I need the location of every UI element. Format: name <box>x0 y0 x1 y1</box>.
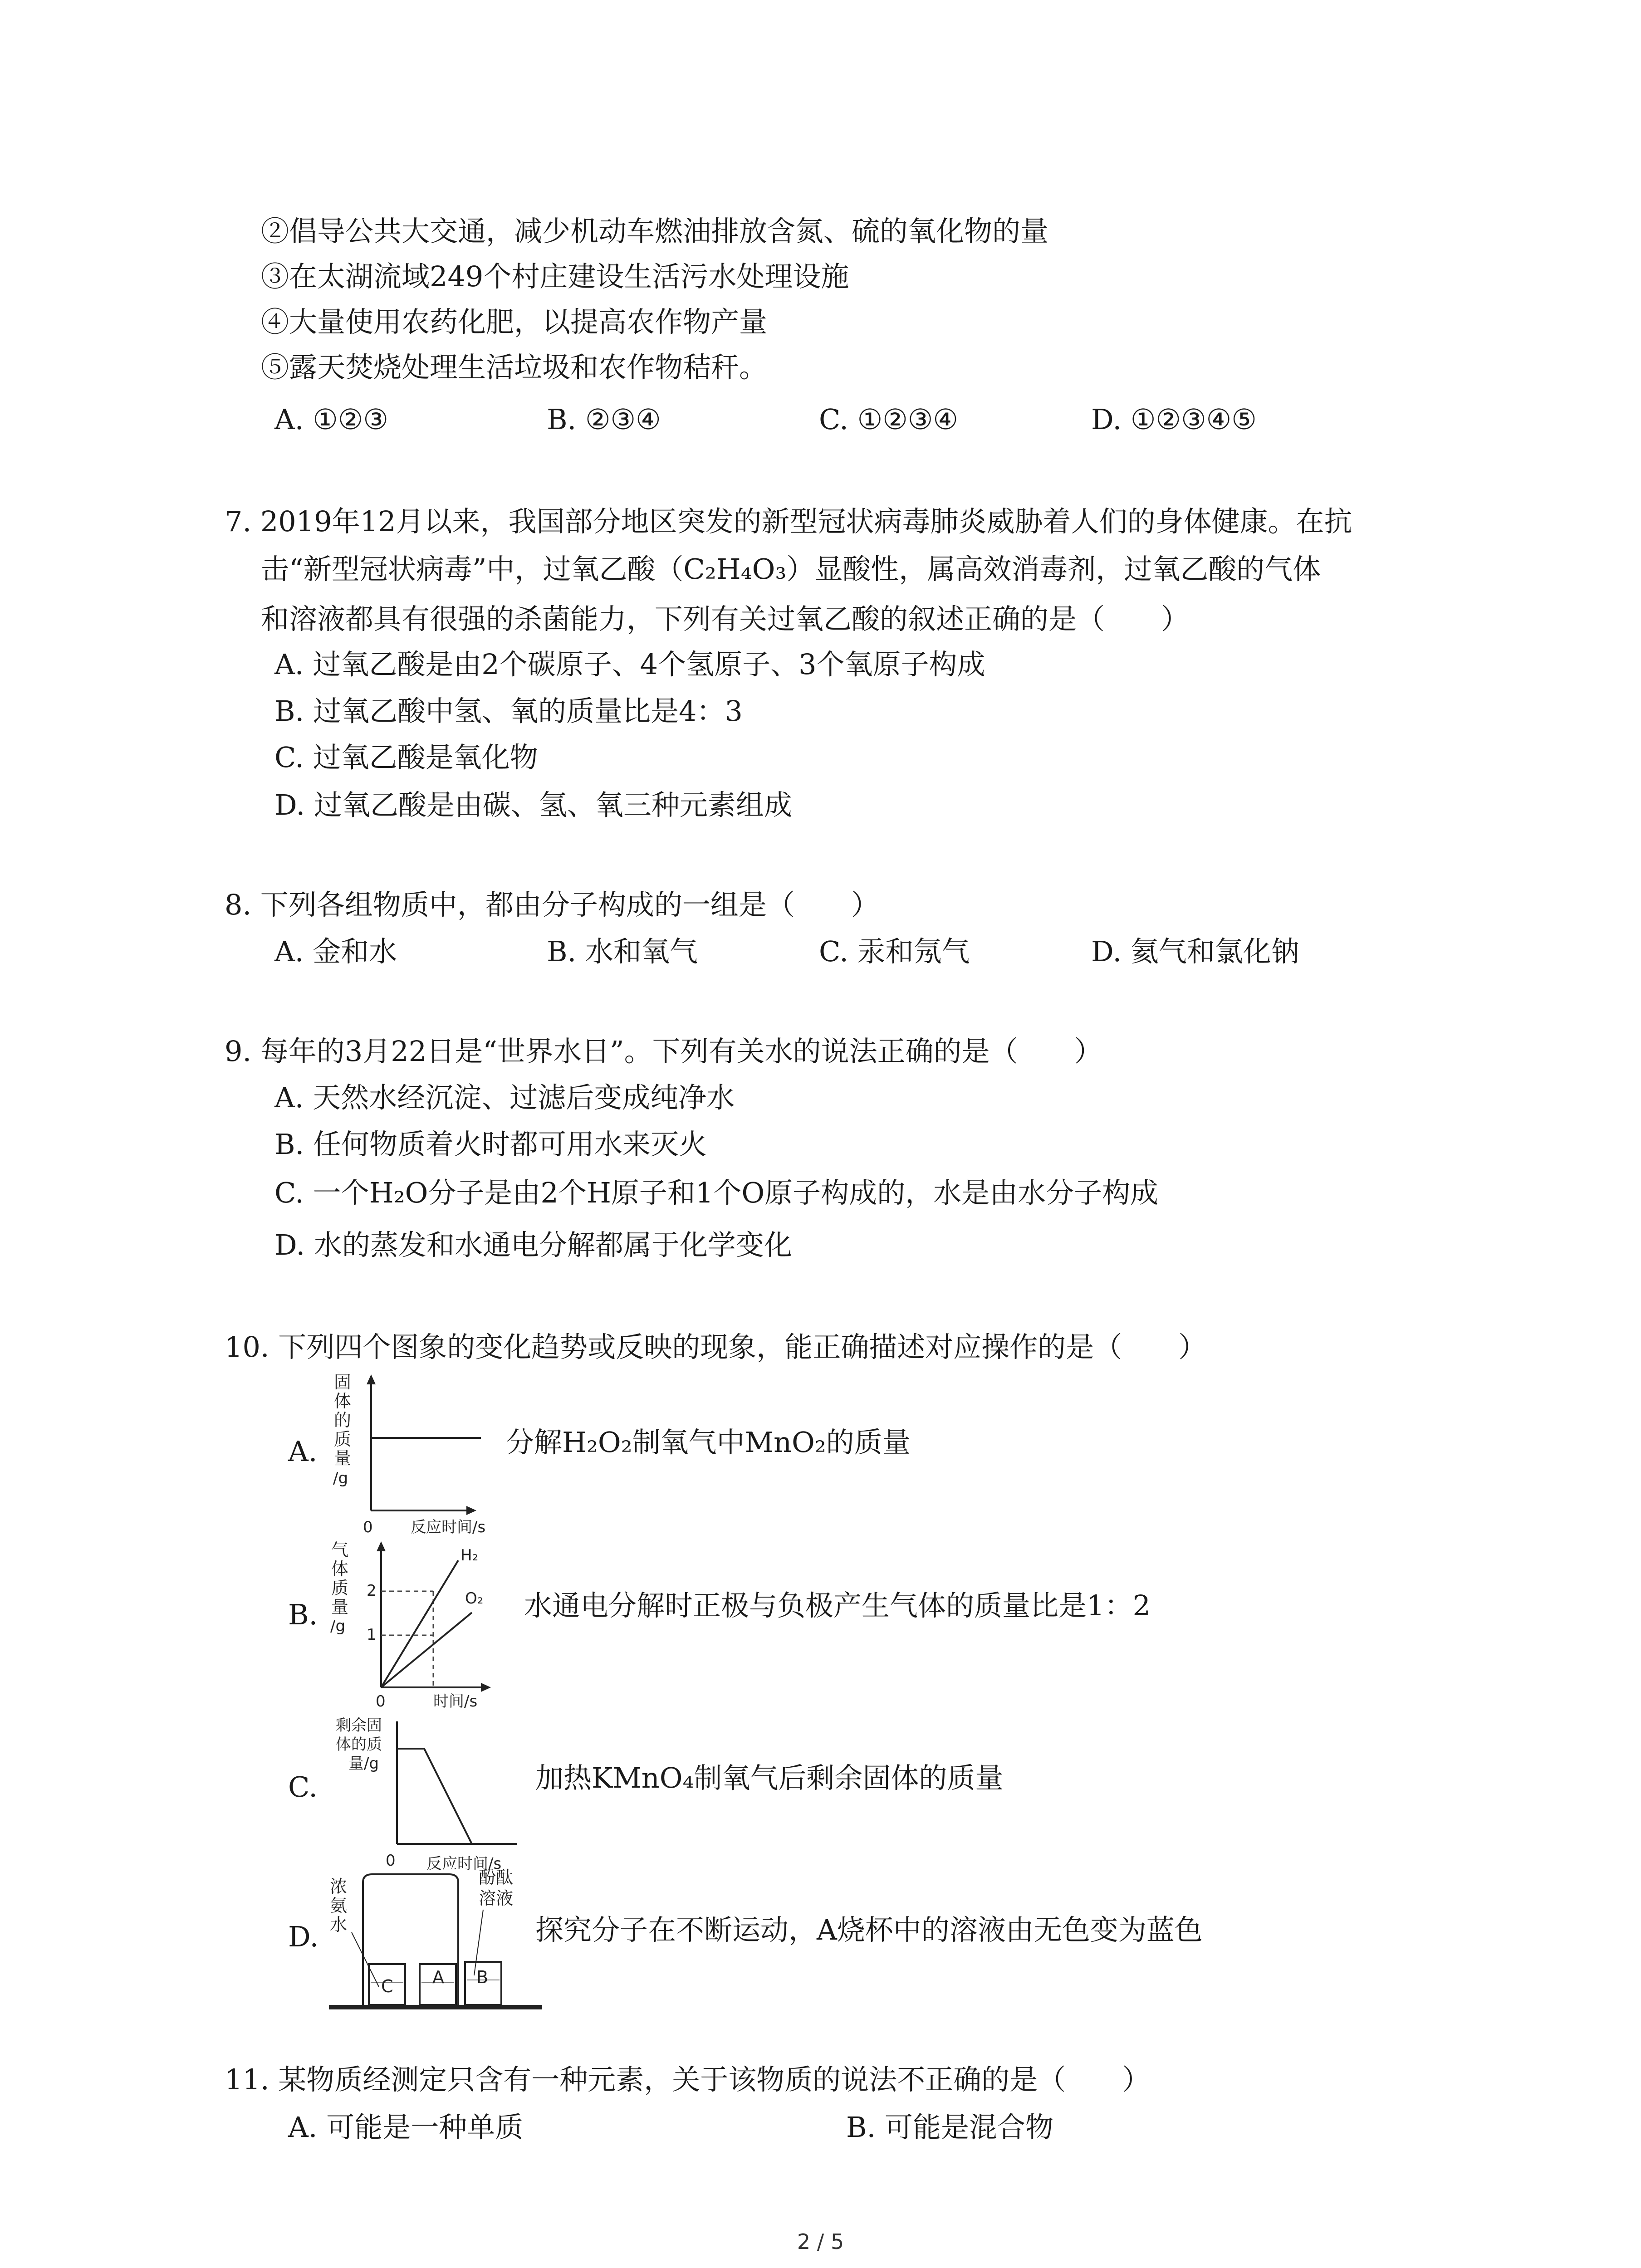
q6-option-b: B. ②③④ <box>547 403 661 436</box>
svg-text:气: 气 <box>331 1540 349 1560</box>
graph-a-y-label <box>333 1372 351 1487</box>
q11-option-a: A. 可能是一种单质 <box>288 2111 524 2144</box>
beaker-b-label: B <box>476 1967 489 1987</box>
q11-option-b: B. 可能是混合物 <box>846 2111 1053 2144</box>
q8-option-c: C. 汞和氖气 <box>819 935 970 968</box>
svg-text:氨: 氨 <box>330 1896 348 1916</box>
graph-b-x-label: 时间/s <box>433 1692 478 1711</box>
q10-option-c-desc: 加热KMnO₄制氧气后剩余固体的质量 <box>535 1761 1004 1794</box>
q9-option-d: D. 水的蒸发和水通电分解都属于化学变化 <box>274 1228 792 1261</box>
q9-option-c: C. 一个H₂O分子是由2个H原子和1个O原子构成的，水是由水分子构成 <box>274 1176 1159 1209</box>
svg-text:的: 的 <box>334 1410 352 1430</box>
q8-option-d: D. 氦气和氯化钠 <box>1091 935 1299 968</box>
q6-item-4: ④大量使用农药化肥，以提高农作物产量 <box>261 305 768 338</box>
svg-text:体的质: 体的质 <box>336 1735 382 1754</box>
leader-left <box>352 1932 379 1987</box>
graph-b-origin: 0 <box>376 1692 386 1711</box>
q7-stem-line-3: 和溶液都具有很强的杀菌能力，下列有关过氧乙酸的叙述正确的是（ ） <box>261 602 1190 635</box>
apparatus-right-label <box>479 1867 513 1908</box>
graph-b-h2-label: H₂ <box>460 1546 479 1564</box>
leader-right <box>474 1910 483 1975</box>
q10-option-d-desc: 探究分子在不断运动，A烧杯中的溶液由无色变为蓝色 <box>535 1913 1203 1946</box>
q10-option-a-label: A. <box>288 1435 318 1468</box>
q7-option-b: B. 过氧乙酸中氢、氧的质量比是4：3 <box>274 694 743 728</box>
graph-c-y-label <box>336 1716 382 1773</box>
graph-c-origin: 0 <box>386 1852 396 1870</box>
q10-option-b-label: B. <box>288 1598 318 1631</box>
svg-text:体: 体 <box>334 1391 352 1411</box>
graph-b-o2-line <box>381 1613 472 1687</box>
svg-text:量/g: 量/g <box>348 1755 379 1773</box>
q10-option-a-desc: 分解H₂O₂制氧气中MnO₂的质量 <box>506 1426 911 1459</box>
q9-stem: 9. 每年的3月22日是“世界水日”。下列有关水的说法正确的是（ ） <box>225 1035 1102 1068</box>
q7-stem-line-2: 击“新型冠状病毒”中，过氧乙酸（C₂H₄O₃）显酸性，属高效消毒剂，过氧乙酸的气体 <box>261 552 1321 586</box>
q10-apparatus-d <box>329 1864 542 2020</box>
q6-item-3: ③在太湖流域249个村庄建设生活污水处理设施 <box>261 260 849 293</box>
svg-text:质: 质 <box>334 1429 352 1449</box>
graph-b-x-arrow <box>481 1683 491 1692</box>
q10-option-c-label: C. <box>288 1770 318 1804</box>
q6-item-2: ②倡导公共大交通，减少机动车燃油排放含氮、硫的氧化物的量 <box>261 215 1049 248</box>
q7-stem-line-1: 7. 2019年12月以来，我国部分地区突发的新型冠状病毒肺炎威胁着人们的身体健康。在抗 <box>225 505 1352 538</box>
svg-text:量: 量 <box>334 1448 352 1468</box>
svg-text:/g: /g <box>330 1617 346 1635</box>
q10-graph-b <box>327 1538 508 1712</box>
graph-b-tick-2: 2 <box>367 1582 377 1600</box>
graph-b-h2-line <box>381 1560 458 1687</box>
q6-option-a: A. ①②③ <box>274 403 388 436</box>
q10-graph-a <box>318 1374 508 1549</box>
svg-text:量: 量 <box>331 1597 349 1617</box>
graph-a-x-label: 反应时间/s <box>411 1518 486 1536</box>
apparatus-left-label <box>330 1877 347 1935</box>
q6-option-d: D. ①②③④⑤ <box>1091 403 1257 436</box>
svg-text:质: 质 <box>331 1578 349 1598</box>
q7-option-c: C. 过氧乙酸是氧化物 <box>274 741 538 774</box>
q8-stem: 8. 下列各组物质中，都由分子构成的一组是（ ） <box>225 888 879 921</box>
svg-text:固: 固 <box>334 1372 352 1392</box>
q10-option-b-desc: 水通电分解时正极与负极产生气体的质量比是1：2 <box>524 1589 1151 1622</box>
svg-text:溶液: 溶液 <box>479 1888 514 1908</box>
q8-option-b: B. 水和氧气 <box>547 935 698 968</box>
beaker-a-label: A <box>432 1967 444 1987</box>
graph-b-y-arrow <box>377 1541 386 1551</box>
beaker-c-label: C <box>381 1976 393 1996</box>
graph-b-tick-1: 1 <box>367 1626 377 1644</box>
q7-option-d: D. 过氧乙酸是由碳、氢、氧三种元素组成 <box>274 788 792 821</box>
graph-a-y-arrow <box>367 1374 376 1384</box>
q7-option-a: A. 过氧乙酸是由2个碳原子、4个氢原子、3个氧原子构成 <box>274 648 985 681</box>
q9-option-b: B. 任何物质着火时都可用水来灭火 <box>274 1128 707 1161</box>
graph-b-o2-label: O₂ <box>465 1589 484 1608</box>
q10-graph-c <box>336 1712 526 1877</box>
svg-text:体: 体 <box>331 1559 349 1579</box>
q10-stem: 10. 下列四个图象的变化趋势或反映的现象，能正确描述对应操作的是（ ） <box>225 1330 1207 1364</box>
graph-c-x-label: 反应时间/s <box>426 1855 502 1873</box>
q6-option-c: C. ①②③④ <box>819 403 958 436</box>
graph-c-mass-line <box>397 1749 472 1844</box>
q8-option-a: A. 金和水 <box>274 935 397 968</box>
graph-a-x-arrow <box>466 1506 476 1515</box>
q10-option-d-label: D. <box>288 1920 319 1953</box>
page-number: 2 / 5 <box>797 2229 844 2254</box>
svg-text:/g: /g <box>333 1469 348 1487</box>
q9-option-a: A. 天然水经沉淀、过滤后变成纯净水 <box>274 1081 735 1114</box>
graph-b-y-label <box>330 1540 348 1635</box>
q6-item-5: ⑤露天焚烧处理生活垃圾和农作物秸秆。 <box>261 351 768 384</box>
q11-stem: 11. 某物质经测定只含有一种元素，关于该物质的说法不正确的是（ ） <box>225 2063 1151 2096</box>
graph-a-origin: 0 <box>363 1518 373 1536</box>
svg-text:酚酞: 酚酞 <box>479 1867 514 1887</box>
svg-text:浓: 浓 <box>330 1877 348 1897</box>
svg-text:水: 水 <box>330 1915 348 1935</box>
svg-text:剩余固: 剩余固 <box>336 1716 382 1735</box>
